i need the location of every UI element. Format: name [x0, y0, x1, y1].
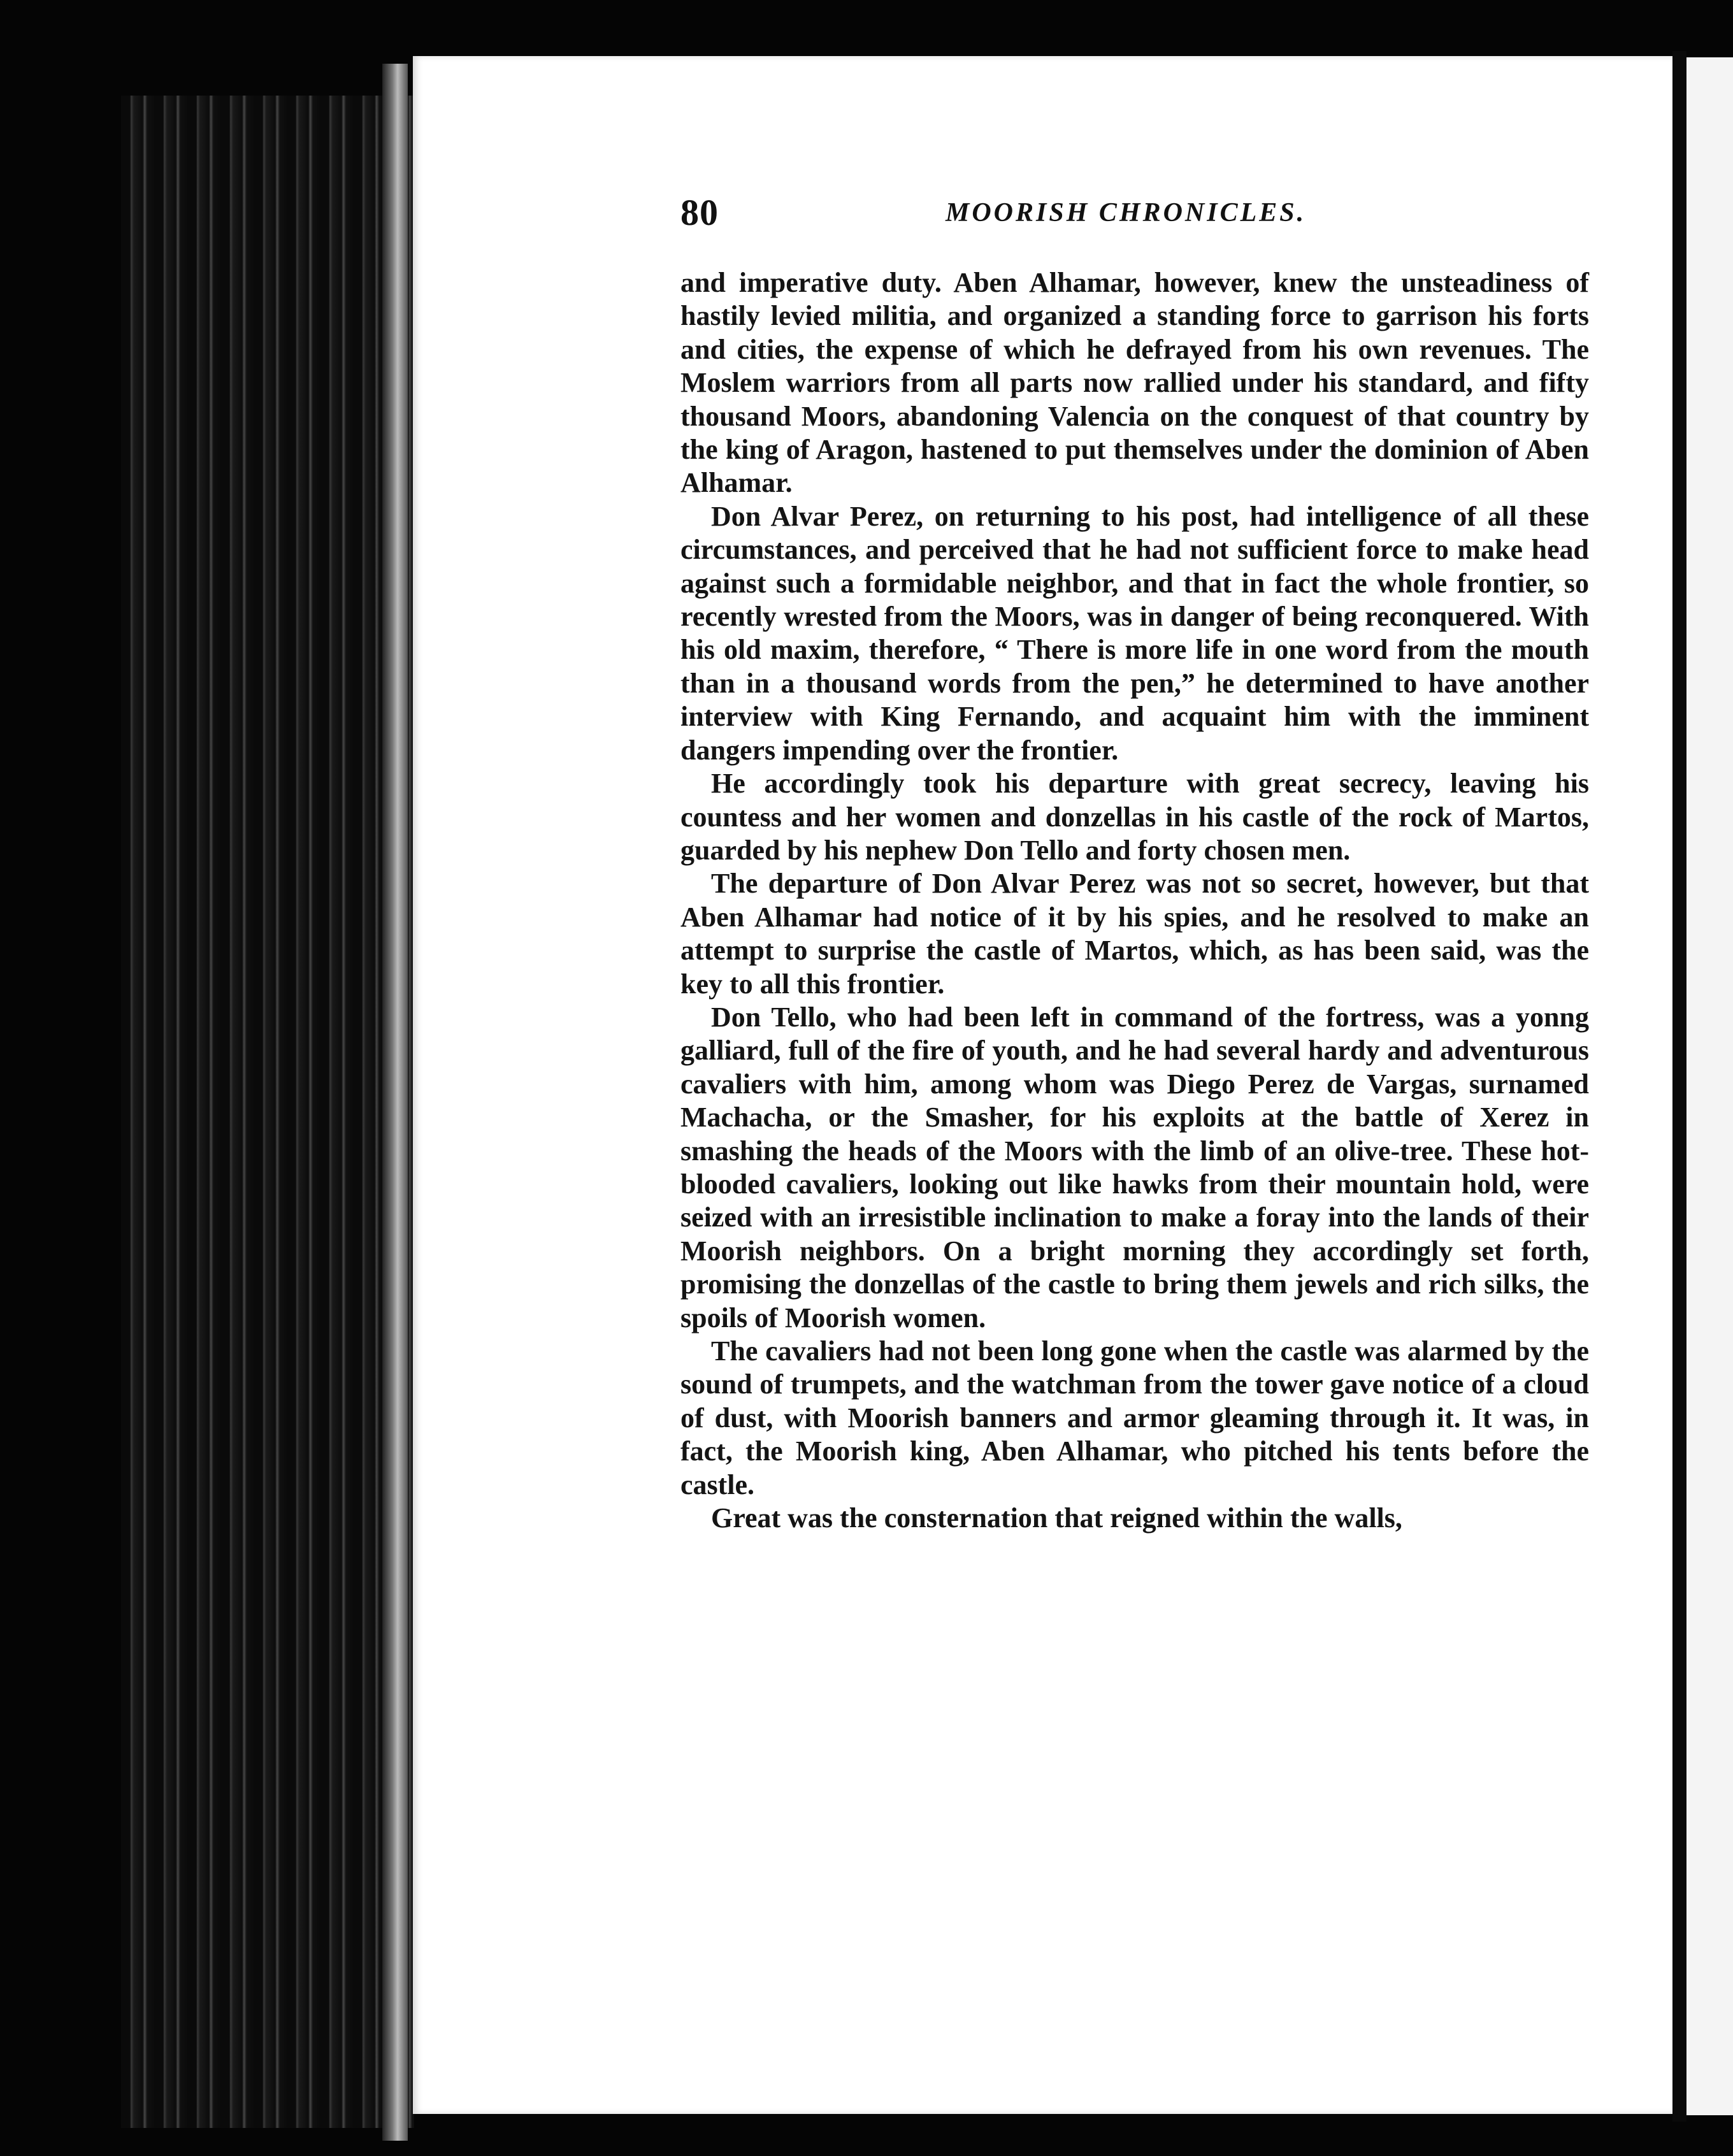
gutter-shadow	[1672, 51, 1686, 2122]
page-edge-highlight	[382, 64, 408, 2141]
paragraph: The departure of Don Alvar Perez was not so secret, however, but that Aben Alhamar had notice of it by his spies, and he resolved to make an attempt to surprise the castle of Martos, which, as has been said, was the key to all this frontier.	[680, 868, 1589, 1000]
body-text	[680, 266, 1589, 1535]
adjacent-page-strip	[1686, 57, 1733, 2115]
paragraph: The cavaliers had not been long gone when the castle was alarmed by the sound of trumpets, and the watchman from the tower gave notice of a cloud of dust, with Moorish banners and armor gleaming through it. It was, in fact, the Moorish king, Aben Alhamar, who pitched his tents before the castle.	[680, 1335, 1589, 1500]
page-number: 80	[680, 192, 719, 233]
running-title: MOORISH CHRONICLES.	[946, 198, 1307, 227]
paragraph: Great was the consternation that reigned within the walls,	[711, 1502, 1402, 1534]
paragraph: Don Tello, who had been left in command of the fortress, was a yonng galliard, full of the fire of youth, and he had several hardy and adventurous cavaliers with him, among whom was Diego Perez de Vargas, surnamed Machacha, or the Smasher, for his exploits at the battle of Xerez in smashing the heads of the Moors with the limb of an olive-tree. These hot-blooded cavaliers, looking out like hawks from their mountain hold, were seized with an irresistible inclination to make a foray into the lands of their Moorish neighbors. On a bright morning they accordingly set forth, promising the donzellas of the castle to bring them jewels and rich silks, the spoils of Moorish women.	[680, 1001, 1589, 1333]
paragraph: He accordingly took his departure with great secrecy, leaving his countess and her women and donzellas in his castle of the rock of Martos, guarded by his nephew Don Tello and forty chosen men.	[680, 768, 1589, 866]
running-head	[680, 191, 1343, 242]
paragraph: Don Alvar Perez, on returning to his post, had intelligence of all these circumstances, and perceived that he had not sufficient force to make head against such a formidable neighbor, and that in fact the whole frontier, so recently wrested from the Moors, was in danger of being reconquered. With his old maxim, therefore, “ There is more life in one word from the mouth than in a thousand words from the pen,” he determined to have another interview with King Fernando, and acquaint him with the imminent dangers impending over the frontier.	[680, 500, 1589, 766]
paragraph: and imperative duty. Aben Alhamar, however, knew the unsteadiness of hastily levied militia, and organized a standing force to garrison his forts and cities, the expense of which he defrayed from his own revenues. The Moslem warriors from all parts now rallied under his standard, and fifty thousand Moors, abandoning Valencia on the conquest of that country by the king of Aragon, hastened to put themselves under the dominion of Aben Alhamar.	[680, 267, 1589, 499]
book-page-edges	[121, 96, 414, 2128]
